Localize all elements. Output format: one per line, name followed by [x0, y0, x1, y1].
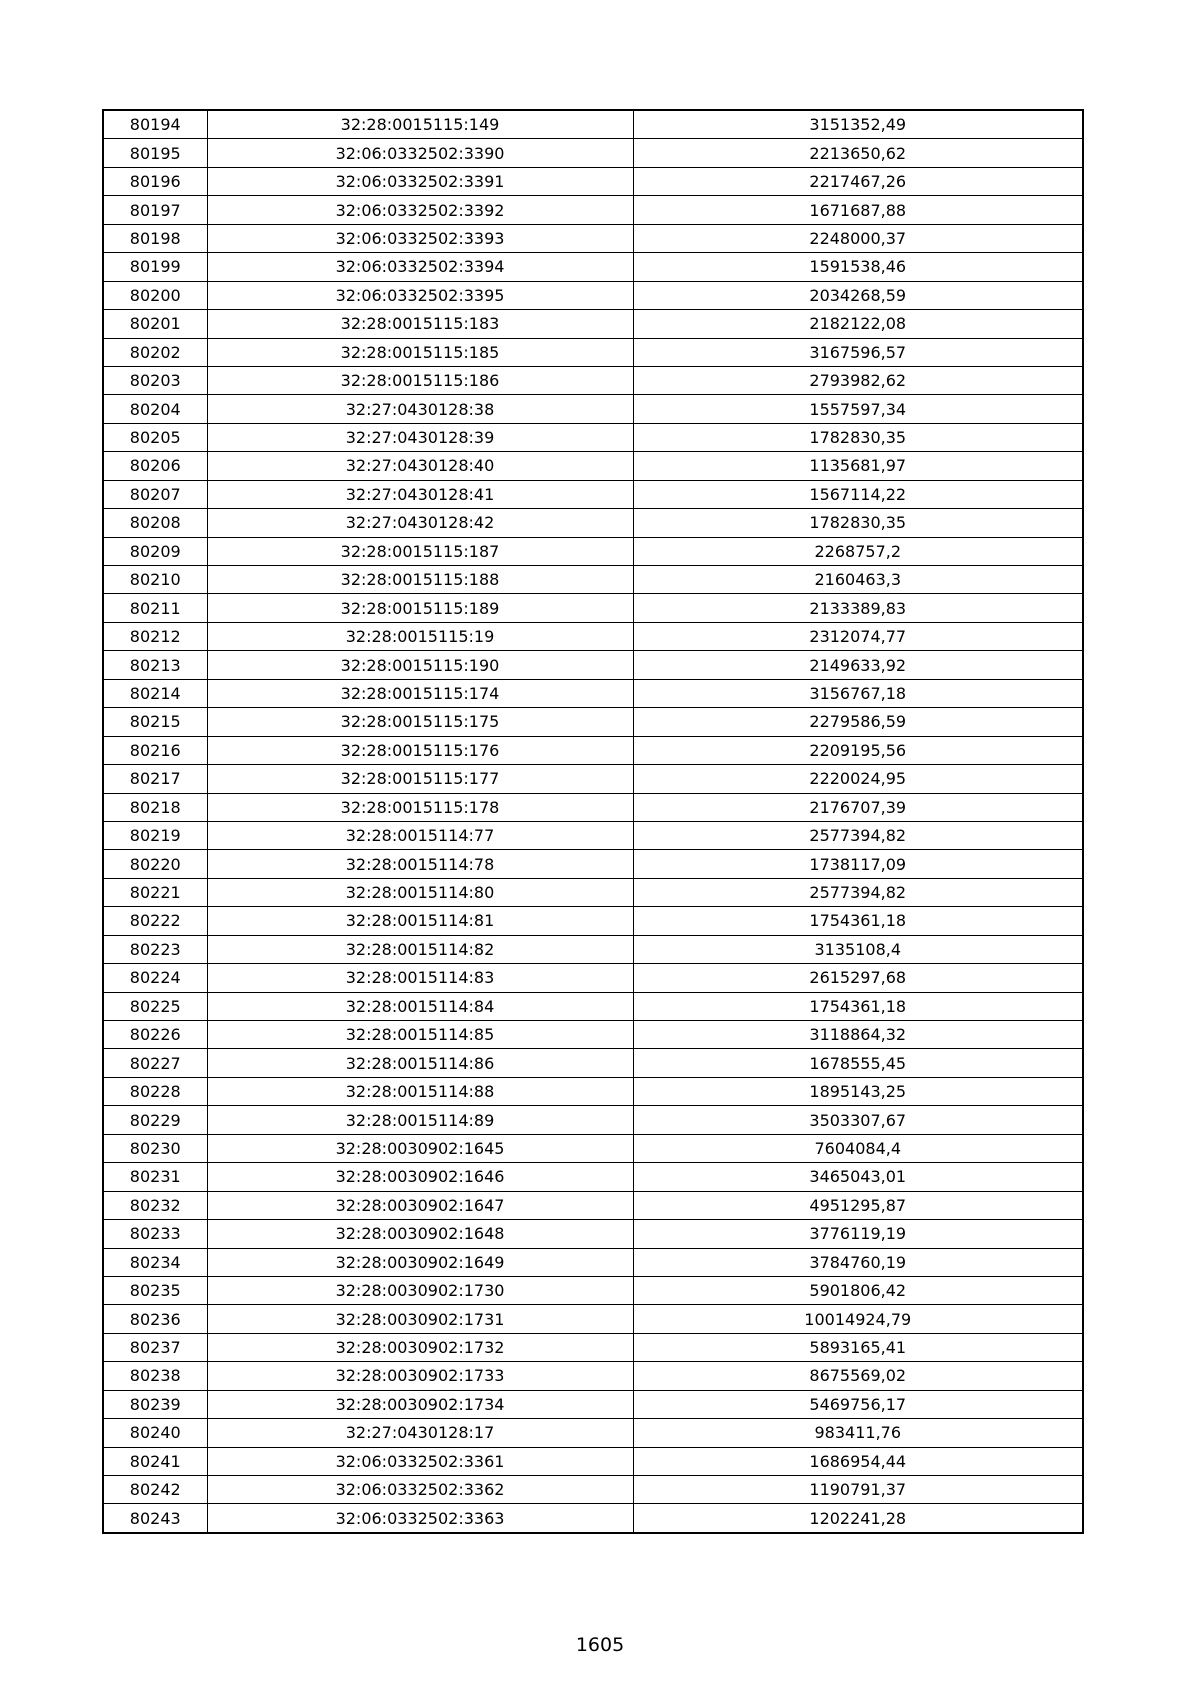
value-cell: 1557597,34	[633, 395, 1083, 423]
row-number-cell: 80200	[103, 281, 207, 309]
cadastral-number-cell: 32:27:0430128:39	[207, 423, 633, 451]
table-row	[103, 423, 1083, 451]
cadastral-number-cell: 32:28:0030902:1731	[207, 1305, 633, 1333]
row-number-cell: 80205	[103, 423, 207, 451]
value-cell: 3503307,67	[633, 1106, 1083, 1134]
table-row	[103, 1191, 1083, 1219]
value-cell: 1686954,44	[633, 1447, 1083, 1475]
cadastral-number-cell: 32:28:0030902:1646	[207, 1163, 633, 1191]
cadastral-number-cell: 32:06:0332502:3362	[207, 1476, 633, 1504]
value-cell: 1678555,45	[633, 1049, 1083, 1077]
value-cell: 1754361,18	[633, 907, 1083, 935]
row-number-cell: 80237	[103, 1333, 207, 1361]
cadastral-number-cell: 32:28:0015115:175	[207, 708, 633, 736]
table-row	[103, 167, 1083, 195]
value-cell: 2209195,56	[633, 736, 1083, 764]
cadastral-number-cell: 32:28:0015114:89	[207, 1106, 633, 1134]
cadastral-number-cell: 32:06:0332502:3395	[207, 281, 633, 309]
row-number-cell: 80204	[103, 395, 207, 423]
value-cell: 3776119,19	[633, 1220, 1083, 1248]
table-row	[103, 1333, 1083, 1361]
cadastral-number-cell: 32:28:0030902:1734	[207, 1390, 633, 1418]
cadastral-number-cell: 32:28:0030902:1733	[207, 1362, 633, 1390]
cadastral-number-cell: 32:06:0332502:3392	[207, 196, 633, 224]
row-number-cell: 80239	[103, 1390, 207, 1418]
value-cell: 3784760,19	[633, 1248, 1083, 1276]
value-cell: 2220024,95	[633, 765, 1083, 793]
row-number-cell: 80209	[103, 537, 207, 565]
table-row	[103, 651, 1083, 679]
row-number-cell: 80226	[103, 1021, 207, 1049]
value-cell: 7604084,4	[633, 1134, 1083, 1162]
row-number-cell: 80208	[103, 509, 207, 537]
cadastral-number-cell: 32:28:0015114:77	[207, 821, 633, 849]
table-row	[103, 1220, 1083, 1248]
cadastral-number-cell: 32:28:0030902:1732	[207, 1333, 633, 1361]
cadastral-number-cell: 32:28:0015115:176	[207, 736, 633, 764]
row-number-cell: 80214	[103, 679, 207, 707]
cadastral-number-cell: 32:06:0332502:3363	[207, 1504, 633, 1533]
table-row	[103, 1419, 1083, 1447]
row-number-cell: 80228	[103, 1077, 207, 1105]
table-row	[103, 224, 1083, 252]
table-row	[103, 594, 1083, 622]
value-cell: 1895143,25	[633, 1077, 1083, 1105]
value-cell: 1202241,28	[633, 1504, 1083, 1533]
row-number-cell: 80240	[103, 1419, 207, 1447]
cadastral-number-cell: 32:28:0015115:185	[207, 338, 633, 366]
value-cell: 1782830,35	[633, 423, 1083, 451]
value-cell: 2577394,82	[633, 878, 1083, 906]
value-cell: 1754361,18	[633, 992, 1083, 1020]
value-cell: 3465043,01	[633, 1163, 1083, 1191]
value-cell: 2312074,77	[633, 622, 1083, 650]
value-cell: 1671687,88	[633, 196, 1083, 224]
row-number-cell: 80236	[103, 1305, 207, 1333]
row-number-cell: 80233	[103, 1220, 207, 1248]
value-cell: 2793982,62	[633, 366, 1083, 394]
row-number-cell: 80207	[103, 480, 207, 508]
value-cell: 3167596,57	[633, 338, 1083, 366]
row-number-cell: 80210	[103, 566, 207, 594]
cadastral-number-cell: 32:27:0430128:17	[207, 1419, 633, 1447]
row-number-cell: 80223	[103, 935, 207, 963]
cadastral-number-cell: 32:28:0015114:81	[207, 907, 633, 935]
value-cell: 3156767,18	[633, 679, 1083, 707]
value-cell: 2213650,62	[633, 139, 1083, 167]
value-cell: 1567114,22	[633, 480, 1083, 508]
cadastral-number-cell: 32:28:0015114:78	[207, 850, 633, 878]
cadastral-value-table	[102, 109, 1084, 1534]
table-row	[103, 964, 1083, 992]
table-row	[103, 1362, 1083, 1390]
row-number-cell: 80203	[103, 366, 207, 394]
row-number-cell: 80196	[103, 167, 207, 195]
row-number-cell: 80206	[103, 452, 207, 480]
value-cell: 2176707,39	[633, 793, 1083, 821]
table-body	[103, 110, 1083, 1533]
value-cell: 2133389,83	[633, 594, 1083, 622]
row-number-cell: 80215	[103, 708, 207, 736]
cadastral-number-cell: 32:06:0332502:3361	[207, 1447, 633, 1475]
cadastral-number-cell: 32:28:0015115:189	[207, 594, 633, 622]
row-number-cell: 80238	[103, 1362, 207, 1390]
cadastral-number-cell: 32:28:0015115:149	[207, 110, 633, 139]
cadastral-number-cell: 32:06:0332502:3391	[207, 167, 633, 195]
cadastral-number-cell: 32:28:0030902:1647	[207, 1191, 633, 1219]
row-number-cell: 80232	[103, 1191, 207, 1219]
value-cell: 2248000,37	[633, 224, 1083, 252]
table-row	[103, 1305, 1083, 1333]
table-row	[103, 765, 1083, 793]
value-cell: 3135108,4	[633, 935, 1083, 963]
row-number-cell: 80222	[103, 907, 207, 935]
row-number-cell: 80230	[103, 1134, 207, 1162]
row-number-cell: 80202	[103, 338, 207, 366]
row-number-cell: 80219	[103, 821, 207, 849]
value-cell: 2615297,68	[633, 964, 1083, 992]
value-cell: 2182122,08	[633, 310, 1083, 338]
table-row	[103, 1106, 1083, 1134]
cadastral-number-cell: 32:28:0015115:188	[207, 566, 633, 594]
row-number-cell: 80199	[103, 253, 207, 281]
table-row	[103, 1134, 1083, 1162]
table-row	[103, 395, 1083, 423]
table-row	[103, 310, 1083, 338]
table-row	[103, 935, 1083, 963]
table-row	[103, 1163, 1083, 1191]
row-number-cell: 80197	[103, 196, 207, 224]
row-number-cell: 80225	[103, 992, 207, 1020]
row-number-cell: 80216	[103, 736, 207, 764]
table-row	[103, 679, 1083, 707]
table-row	[103, 1248, 1083, 1276]
cadastral-number-cell: 32:28:0015115:19	[207, 622, 633, 650]
cadastral-number-cell: 32:28:0015115:174	[207, 679, 633, 707]
cadastral-number-cell: 32:28:0030902:1649	[207, 1248, 633, 1276]
row-number-cell: 80195	[103, 139, 207, 167]
value-cell: 983411,76	[633, 1419, 1083, 1447]
value-cell: 2034268,59	[633, 281, 1083, 309]
row-number-cell: 80220	[103, 850, 207, 878]
cadastral-number-cell: 32:28:0015114:80	[207, 878, 633, 906]
row-number-cell: 80211	[103, 594, 207, 622]
row-number-cell: 80194	[103, 110, 207, 139]
value-cell: 2160463,3	[633, 566, 1083, 594]
cadastral-number-cell: 32:06:0332502:3393	[207, 224, 633, 252]
table-row	[103, 281, 1083, 309]
cadastral-number-cell: 32:28:0015114:86	[207, 1049, 633, 1077]
cadastral-number-cell: 32:06:0332502:3394	[207, 253, 633, 281]
row-number-cell: 80234	[103, 1248, 207, 1276]
cadastral-number-cell: 32:28:0015115:190	[207, 651, 633, 679]
cadastral-number-cell: 32:28:0015115:183	[207, 310, 633, 338]
row-number-cell: 80217	[103, 765, 207, 793]
row-number-cell: 80212	[103, 622, 207, 650]
table-row	[103, 992, 1083, 1020]
row-number-cell: 80231	[103, 1163, 207, 1191]
row-number-cell: 80198	[103, 224, 207, 252]
table-row	[103, 253, 1083, 281]
table-row	[103, 1504, 1083, 1533]
table-row	[103, 1390, 1083, 1418]
cadastral-number-cell: 32:28:0030902:1645	[207, 1134, 633, 1162]
cadastral-number-cell: 32:28:0030902:1648	[207, 1220, 633, 1248]
table-row	[103, 1077, 1083, 1105]
value-cell: 1135681,97	[633, 452, 1083, 480]
cadastral-number-cell: 32:27:0430128:42	[207, 509, 633, 537]
table-row	[103, 1276, 1083, 1304]
row-number-cell: 80241	[103, 1447, 207, 1475]
value-cell: 2577394,82	[633, 821, 1083, 849]
row-number-cell: 80235	[103, 1276, 207, 1304]
cadastral-number-cell: 32:06:0332502:3390	[207, 139, 633, 167]
value-cell: 4951295,87	[633, 1191, 1083, 1219]
table-row	[103, 736, 1083, 764]
table-row	[103, 452, 1083, 480]
cadastral-number-cell: 32:28:0015115:178	[207, 793, 633, 821]
cadastral-number-cell: 32:27:0430128:40	[207, 452, 633, 480]
cadastral-number-cell: 32:28:0015114:83	[207, 964, 633, 992]
page-number: 1605	[575, 1634, 625, 1656]
cadastral-number-cell: 32:28:0015115:177	[207, 765, 633, 793]
table-row	[103, 480, 1083, 508]
table-row	[103, 1447, 1083, 1475]
row-number-cell: 80227	[103, 1049, 207, 1077]
value-cell: 1738117,09	[633, 850, 1083, 878]
value-cell: 2279586,59	[633, 708, 1083, 736]
value-cell: 5901806,42	[633, 1276, 1083, 1304]
row-number-cell: 80221	[103, 878, 207, 906]
table-row	[103, 878, 1083, 906]
cadastral-number-cell: 32:27:0430128:38	[207, 395, 633, 423]
value-cell: 1782830,35	[633, 509, 1083, 537]
row-number-cell: 80229	[103, 1106, 207, 1134]
value-cell: 1190791,37	[633, 1476, 1083, 1504]
cadastral-number-cell: 32:27:0430128:41	[207, 480, 633, 508]
value-cell: 2217467,26	[633, 167, 1083, 195]
cadastral-number-cell: 32:28:0015115:186	[207, 366, 633, 394]
cadastral-number-cell: 32:28:0030902:1730	[207, 1276, 633, 1304]
value-cell: 2268757,2	[633, 537, 1083, 565]
table-row	[103, 338, 1083, 366]
row-number-cell: 80224	[103, 964, 207, 992]
table-row	[103, 708, 1083, 736]
table-row	[103, 566, 1083, 594]
value-cell: 10014924,79	[633, 1305, 1083, 1333]
table-row	[103, 821, 1083, 849]
value-cell: 1591538,46	[633, 253, 1083, 281]
table-row	[103, 907, 1083, 935]
row-number-cell: 80213	[103, 651, 207, 679]
table-row	[103, 366, 1083, 394]
table-row	[103, 537, 1083, 565]
row-number-cell: 80242	[103, 1476, 207, 1504]
row-number-cell: 80218	[103, 793, 207, 821]
value-cell: 2149633,92	[633, 651, 1083, 679]
value-cell: 5469756,17	[633, 1390, 1083, 1418]
cadastral-number-cell: 32:28:0015114:84	[207, 992, 633, 1020]
cadastral-number-cell: 32:28:0015114:88	[207, 1077, 633, 1105]
value-cell: 3118864,32	[633, 1021, 1083, 1049]
table-row	[103, 622, 1083, 650]
row-number-cell: 80243	[103, 1504, 207, 1533]
table-row	[103, 1049, 1083, 1077]
table-row	[103, 110, 1083, 139]
cadastral-number-cell: 32:28:0015115:187	[207, 537, 633, 565]
table-row	[103, 850, 1083, 878]
table-row	[103, 509, 1083, 537]
cadastral-number-cell: 32:28:0015114:82	[207, 935, 633, 963]
value-cell: 8675569,02	[633, 1362, 1083, 1390]
cadastral-number-cell: 32:28:0015114:85	[207, 1021, 633, 1049]
table-row	[103, 793, 1083, 821]
table-row	[103, 139, 1083, 167]
row-number-cell: 80201	[103, 310, 207, 338]
table-row	[103, 1021, 1083, 1049]
table-row	[103, 196, 1083, 224]
value-cell: 3151352,49	[633, 110, 1083, 139]
table-row	[103, 1476, 1083, 1504]
value-cell: 5893165,41	[633, 1333, 1083, 1361]
